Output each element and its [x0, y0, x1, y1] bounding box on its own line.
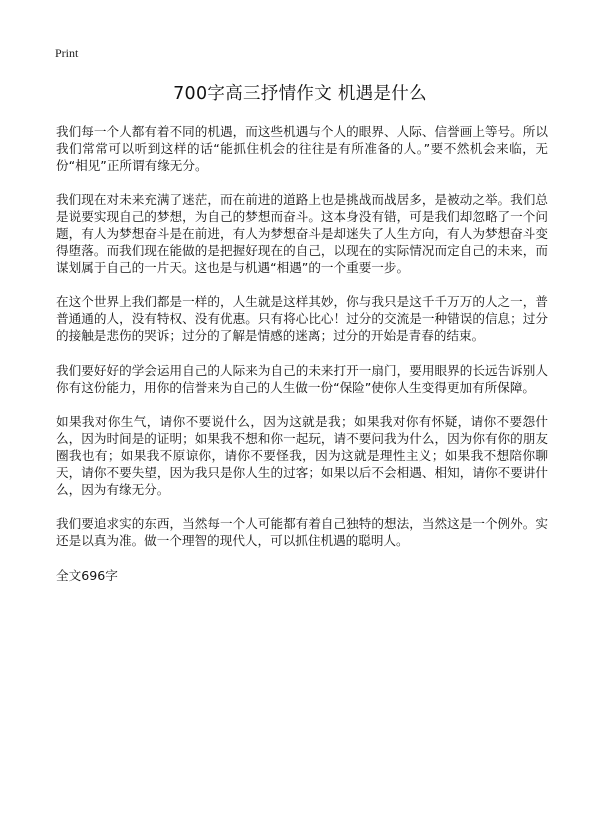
paragraph-4: 我们要好好的学会运用自己的人际来为自己的未来打开一扇门，要用眼界的长远告诉别人你有这份能力，用你的信誉来为自己的人生做一份“保险”使你人生变得更加有所保障。	[56, 362, 548, 395]
paragraph-6: 我们要追求实的东西，当然每一个人可能都有着自己独特的想法，当然这是一个例外。实还是以真为准。做一个理智的现代人，可以抓住机遇的聪明人。	[56, 516, 548, 549]
article-title: 700字高三抒情作文 机遇是什么	[173, 84, 427, 104]
paragraph-1: 我们每一个人都有着不同的机遇，而这些机遇与个人的眼界、人际、信誉画上等号。所以我们常常可以听到这样的话“能抓住机会的往往是有所准备的人。”要不然机会来临，无份“相见”正所谓有缘无分。	[56, 124, 548, 173]
paragraph-5: 如果我对你生气，请你不要说什么，因为这就是我；如果我对你有怀疑，请你不要怨什么，因为时间是的证明；如果我不想和你一起玩，请不要问我为什么，因为你有你的朋友圈我也有；如果我不原谅你，请你不要怪我，因为这就是理性主义；如果我不想陪你聊天，请你不要失望，因为我只是你人生的过客；如果以后不会相遇、相知，请你不要讲什么，因为有缘无分。	[56, 414, 548, 497]
paragraph-3: 在这个世界上我们都是一样的，人生就是这样其妙，你与我只是这千千万万的人之一，普普通通的人，没有特权、没有优惠。只有将心比心！过分的交流是一种错误的信息；过分的接触是悲伤的哭诉；过分的了解是情感的迷离；过分的开始是青春的结束。	[56, 294, 548, 343]
article-body	[56, 124, 548, 585]
print-link[interactable]: Print	[55, 46, 79, 60]
word-count: 全文696字	[56, 567, 118, 583]
paragraph-2: 我们现在对未来充满了迷茫，而在前进的道路上也是挑战而战居多，是被动之举。我们总是说要实现自己的梦想，为自己的梦想而奋斗。这本身没有错，可是我们却忽略了一个问题，有人为梦想奋斗是在前进，有人为梦想奋斗是却迷失了人生方向，有人为梦想奋斗变得堕落。而我们现在能做的是把握好现在的自己，以现在的实际情况而定自己的未来，而谋划属于自己的一片天。这也是与机遇“相遇”的一个重要一步。	[56, 192, 548, 275]
